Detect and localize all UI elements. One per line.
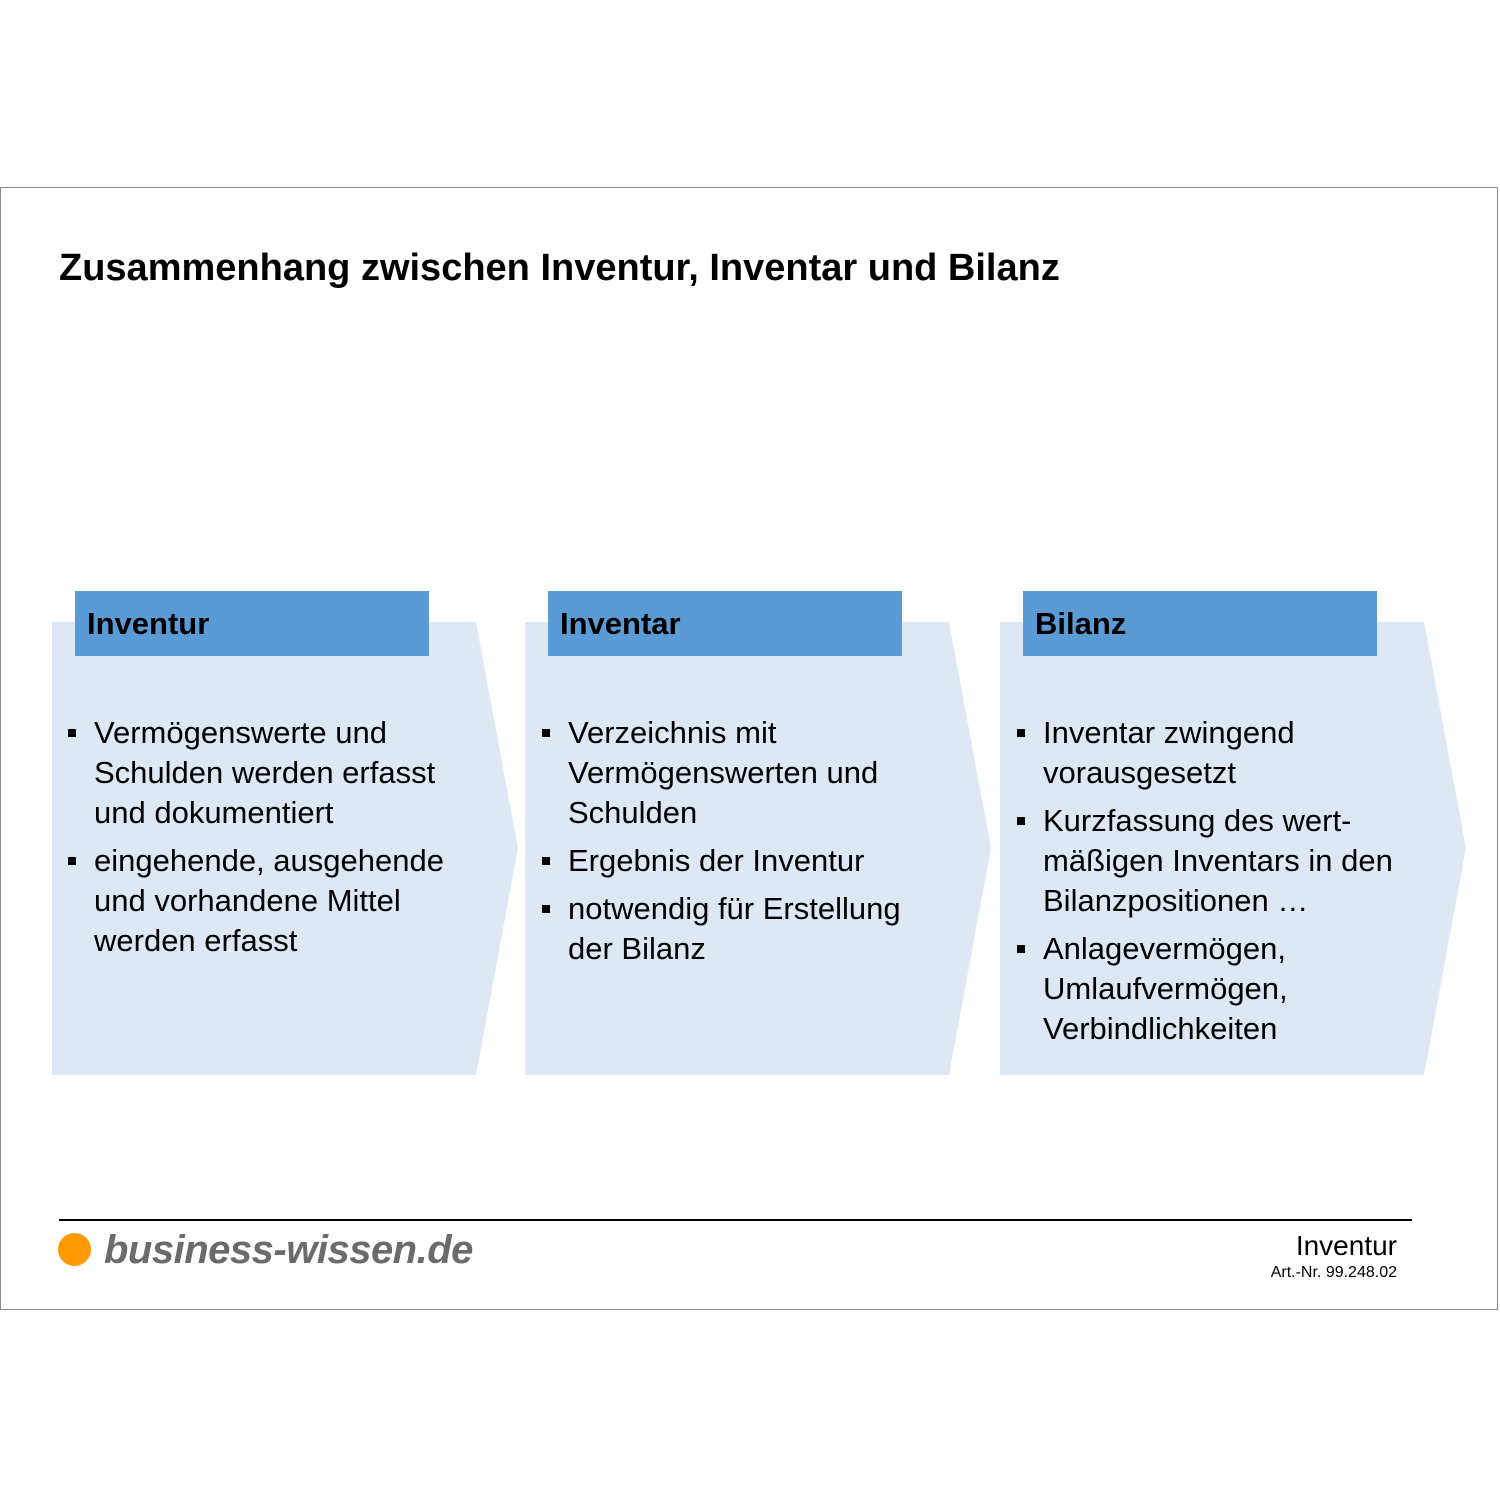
bullet-line: Verbindlichkeiten [1043,1011,1278,1046]
bullet-line: der Bilanz [568,931,706,966]
bullet-line: und vorhandene Mittel [94,883,401,918]
bullet-line: Umlaufvermögen, [1043,971,1288,1006]
bullet-line: werden erfasst [94,923,298,958]
bullet-line: Vermögenswerte und [94,715,387,750]
bullet-line: notwendig für Erstellung [568,891,901,926]
bullet-item [526,841,901,881]
bullet-line: Anlagevermögen, [1043,931,1286,966]
square-bullet-icon [68,729,76,737]
article-number: Art.-Nr. 99.248.02 [1270,1264,1397,1281]
bullet-line: Verzeichnis mit [568,715,777,750]
square-bullet-icon [542,905,550,913]
bullet-line: eingehende, ausgehende [94,843,444,878]
square-bullet-icon [1017,729,1025,737]
stage-bullets-inventur [52,713,444,969]
bullet-item [1001,801,1393,921]
square-bullet-icon [1017,945,1025,953]
bullet-line: vorausgesetzt [1043,755,1236,790]
bullet-line: Bilanzpositionen … [1043,883,1309,918]
stage-header-bilanz: Bilanz [1023,591,1377,656]
bullet-line: Ergebnis der Inventur [568,843,865,878]
logo-dot-icon [58,1233,91,1266]
stage-header-inventur: Inventur [75,591,429,656]
square-bullet-icon [1017,817,1025,825]
bullet-line: Schulden [568,795,698,830]
square-bullet-icon [542,857,550,865]
footer-topic: Inventur [1295,1230,1397,1261]
bullet-item [1001,713,1393,793]
square-bullet-icon [542,729,550,737]
bullet-line: Vermögenswerten und [568,755,879,790]
footer-divider [59,1219,1412,1221]
square-bullet-icon [68,857,76,865]
stage-bullets-inventar [526,713,901,977]
bullet-item [52,841,444,961]
page-title: Zusammenhang zwischen Inventur, Inventar und Bilanz [59,247,1060,289]
bullet-line: Schulden werden erfasst [94,755,436,790]
bullet-line: Kurzfassung des wert- [1043,803,1352,838]
bullet-item [526,889,901,969]
brand-logo[interactable]: business-wissen.de [104,1228,473,1272]
bullet-item [52,713,444,833]
stage-header-inventar: Inventar [548,591,902,656]
bullet-line: und dokumentiert [94,795,334,830]
bullet-line: mäßigen Inventars in den [1043,843,1393,878]
bullet-item [526,713,901,833]
bullet-item [1001,929,1393,1049]
stage-bullets-bilanz [1001,713,1393,1057]
bullet-line: Inventar zwingend [1043,715,1295,750]
